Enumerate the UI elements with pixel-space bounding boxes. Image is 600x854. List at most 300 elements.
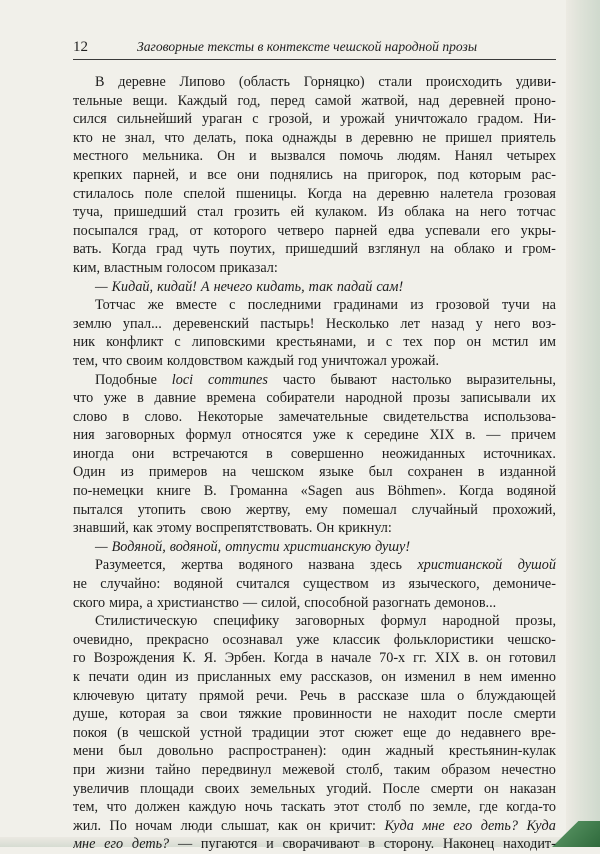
word: ураган bbox=[202, 111, 243, 128]
word: народной bbox=[442, 613, 500, 630]
word: примеров bbox=[148, 464, 208, 481]
word: взглянул bbox=[368, 241, 421, 258]
word: тотчас bbox=[517, 204, 556, 221]
word: из bbox=[382, 576, 396, 593]
word: крестьянин-кулак bbox=[448, 743, 556, 760]
word: источниках. bbox=[483, 445, 556, 462]
word: ему bbox=[305, 501, 328, 518]
word: встречаются bbox=[172, 445, 248, 462]
text-line bbox=[73, 519, 556, 538]
word: в bbox=[368, 836, 375, 853]
text-line bbox=[73, 575, 556, 594]
word: — bbox=[486, 427, 501, 444]
word: один bbox=[341, 743, 371, 760]
word: своих bbox=[204, 780, 240, 797]
word: местного bbox=[73, 148, 129, 165]
word: вать. bbox=[73, 241, 102, 258]
word: Я. bbox=[203, 650, 217, 667]
text-line bbox=[73, 296, 556, 315]
word: Из bbox=[377, 204, 394, 221]
word: кричит: bbox=[329, 817, 376, 834]
word: уничтожал bbox=[321, 352, 387, 369]
text-line bbox=[73, 649, 556, 668]
word: деревню bbox=[377, 185, 430, 202]
word: уже bbox=[312, 427, 336, 444]
word: один bbox=[137, 669, 167, 685]
word: тайно bbox=[155, 761, 191, 778]
word: к bbox=[346, 427, 354, 444]
word: с bbox=[252, 111, 259, 128]
word: записывали bbox=[460, 390, 531, 407]
word: где bbox=[479, 799, 498, 816]
word: мстил bbox=[492, 334, 529, 351]
word: нечего bbox=[213, 278, 253, 295]
word: неожиданных bbox=[381, 445, 466, 462]
word: вре- bbox=[531, 724, 556, 741]
word: водяной bbox=[506, 483, 556, 500]
word: aus bbox=[355, 483, 375, 500]
word: свои bbox=[199, 706, 228, 723]
word: этому bbox=[156, 520, 192, 537]
word: деть? bbox=[131, 836, 170, 853]
word: Горняцко) bbox=[303, 74, 365, 90]
word: А bbox=[200, 278, 210, 295]
word: Когда bbox=[111, 241, 147, 258]
word: они bbox=[237, 166, 260, 183]
word: знавший, bbox=[73, 520, 129, 537]
word: каждую bbox=[188, 799, 237, 816]
word: Речь bbox=[299, 687, 327, 704]
word: Куда bbox=[526, 817, 556, 834]
word: в bbox=[345, 129, 353, 146]
word: пшеницы. bbox=[236, 185, 297, 202]
word: люди bbox=[180, 817, 213, 834]
word: сильнейший bbox=[116, 111, 192, 128]
word: с bbox=[174, 334, 181, 351]
word: использова- bbox=[483, 408, 556, 425]
word: блуждающей bbox=[476, 687, 556, 704]
word: водяного bbox=[238, 557, 293, 574]
word: утопить bbox=[137, 501, 186, 518]
word: поднялись bbox=[269, 166, 333, 183]
word: него bbox=[479, 204, 507, 221]
word: под bbox=[437, 166, 459, 183]
green-corner-tab bbox=[552, 821, 600, 847]
word: христианскую bbox=[283, 538, 372, 555]
word: именно bbox=[510, 669, 556, 685]
text-line bbox=[73, 631, 556, 650]
word: чешско- bbox=[507, 631, 556, 648]
word: проно- bbox=[514, 92, 556, 109]
word: вызвался bbox=[270, 148, 326, 165]
word: угодий. bbox=[326, 780, 372, 797]
word: увеличив bbox=[73, 780, 130, 797]
word: формул bbox=[185, 427, 232, 444]
word: так bbox=[308, 278, 333, 295]
page-header bbox=[73, 37, 556, 59]
word: сился bbox=[73, 111, 107, 128]
word: тех bbox=[403, 334, 423, 351]
text-line bbox=[73, 501, 556, 520]
word: грозой, bbox=[268, 111, 313, 128]
running-title: Заговорные тексты в контексте чешской народной прозы bbox=[137, 39, 478, 54]
word: от bbox=[189, 222, 203, 239]
word: душу! bbox=[375, 538, 411, 555]
word: communes bbox=[207, 371, 268, 388]
word: по bbox=[409, 799, 425, 816]
word: еще bbox=[402, 724, 427, 741]
word: Когда bbox=[273, 650, 309, 667]
word: однажды bbox=[282, 129, 337, 146]
word: Кидай, bbox=[111, 278, 154, 295]
word: своим bbox=[126, 352, 163, 369]
word: укры- bbox=[520, 222, 556, 239]
word: на bbox=[352, 185, 367, 202]
text-line bbox=[73, 724, 556, 743]
text-line bbox=[73, 389, 556, 408]
word: распространен): bbox=[228, 743, 327, 760]
word: мельника. bbox=[142, 148, 204, 165]
word: по-немецки bbox=[73, 483, 144, 500]
word: воз- bbox=[531, 315, 556, 332]
word: до bbox=[436, 724, 451, 741]
word: пытался bbox=[73, 501, 123, 518]
text-line bbox=[73, 147, 556, 166]
word: бывают bbox=[330, 371, 377, 388]
word: на bbox=[343, 166, 358, 183]
word: настолько bbox=[391, 371, 452, 388]
word: четверо bbox=[277, 222, 324, 239]
word: Тотчас bbox=[95, 297, 136, 314]
text-line bbox=[73, 482, 556, 501]
word: книге bbox=[156, 483, 191, 500]
header-rule bbox=[73, 59, 556, 60]
word: пастырь! bbox=[260, 315, 315, 332]
word: деревню bbox=[361, 129, 414, 146]
word: с bbox=[385, 334, 393, 351]
word: градом. bbox=[477, 111, 524, 128]
word: после bbox=[467, 706, 503, 723]
word: сюжет bbox=[354, 724, 393, 741]
word: недавнего bbox=[460, 724, 522, 741]
word: демониче- bbox=[492, 576, 556, 593]
word: же bbox=[147, 297, 164, 314]
word: колдовством bbox=[166, 352, 243, 369]
word: слово. bbox=[144, 408, 183, 425]
word: Некоторые bbox=[197, 408, 264, 425]
text-line bbox=[73, 203, 556, 222]
word: воспрепятствовать. bbox=[195, 520, 313, 537]
word: сторону. bbox=[383, 836, 435, 853]
word: и bbox=[322, 111, 331, 128]
word: тяжкие bbox=[238, 706, 282, 723]
word: поле bbox=[144, 185, 173, 202]
word: делать, bbox=[193, 129, 237, 146]
word: градинами bbox=[333, 297, 398, 314]
word: ник bbox=[73, 334, 96, 351]
word: и bbox=[266, 836, 274, 853]
text-line bbox=[73, 761, 556, 780]
word: облака bbox=[404, 204, 445, 221]
word-gap bbox=[403, 278, 407, 297]
word: Возрождения bbox=[93, 650, 175, 667]
word: душой bbox=[517, 557, 556, 574]
text-line bbox=[73, 594, 556, 613]
text-line bbox=[73, 408, 556, 427]
word: в bbox=[477, 464, 485, 481]
word: спелой bbox=[183, 185, 226, 202]
word: кидай! bbox=[157, 278, 197, 295]
word: парней bbox=[334, 222, 378, 239]
word: Эрбен. bbox=[224, 650, 266, 667]
word: — bbox=[177, 836, 193, 853]
word: которого bbox=[213, 222, 267, 239]
word: тем, bbox=[73, 352, 99, 369]
word: После bbox=[382, 780, 420, 797]
word: должен bbox=[135, 799, 180, 816]
word: смерти bbox=[430, 780, 474, 797]
word: при bbox=[73, 761, 96, 778]
word: — bbox=[242, 594, 258, 611]
word: времена bbox=[206, 390, 256, 407]
word: пор bbox=[433, 334, 456, 351]
word: парней, bbox=[132, 166, 179, 183]
word: последними bbox=[247, 297, 322, 314]
word: приказал: bbox=[219, 259, 278, 276]
word: рассказе bbox=[357, 687, 409, 704]
word: свидетельства bbox=[383, 408, 469, 425]
word: их bbox=[541, 390, 556, 407]
word: был bbox=[118, 743, 143, 760]
word: жертва bbox=[181, 557, 224, 574]
word: помочь bbox=[339, 148, 384, 165]
word: крепких bbox=[73, 166, 123, 183]
text-line bbox=[73, 463, 556, 482]
word: языческого, bbox=[408, 576, 480, 593]
word: в bbox=[122, 408, 130, 425]
word: ким, bbox=[73, 259, 101, 276]
word: о bbox=[457, 687, 465, 704]
word: что bbox=[164, 129, 185, 146]
word: жатвой, bbox=[361, 92, 409, 109]
word: мира, bbox=[109, 594, 143, 611]
word: в bbox=[265, 445, 273, 462]
word: случайный bbox=[411, 501, 478, 518]
word: удиви- bbox=[515, 74, 556, 90]
text-line bbox=[73, 445, 556, 464]
word: здесь bbox=[369, 557, 402, 574]
word: иногда bbox=[73, 445, 114, 462]
word: По bbox=[109, 817, 127, 834]
word: пригорок, bbox=[367, 166, 428, 183]
word: ночам bbox=[135, 817, 173, 834]
word: в bbox=[137, 390, 144, 407]
word: кто bbox=[73, 129, 93, 146]
text-line bbox=[73, 705, 556, 724]
word: считался bbox=[236, 576, 290, 593]
word: земле, bbox=[432, 799, 471, 816]
word: крестьянами, bbox=[276, 334, 357, 351]
word: гром- bbox=[522, 241, 556, 258]
word: сохранен bbox=[407, 464, 463, 481]
word: на bbox=[430, 241, 445, 258]
word: традиции bbox=[251, 724, 310, 741]
word: жил. bbox=[73, 817, 102, 834]
word: конфликт bbox=[106, 334, 164, 351]
word-gap bbox=[392, 519, 396, 538]
word: готовил bbox=[508, 650, 556, 667]
word: и bbox=[504, 241, 513, 258]
word: цитату bbox=[146, 687, 188, 704]
text-line bbox=[73, 538, 556, 557]
word: уже bbox=[103, 390, 127, 407]
word: нечестно bbox=[501, 761, 556, 778]
word: Липово bbox=[179, 74, 226, 90]
word: жадный bbox=[385, 743, 434, 760]
word: Водяной, bbox=[111, 538, 166, 555]
word: уничтожало bbox=[394, 111, 468, 128]
word: сам! bbox=[376, 278, 404, 295]
word: прохожий, bbox=[492, 501, 556, 518]
word: знал, bbox=[124, 129, 156, 146]
text-line bbox=[73, 426, 556, 445]
word: нем bbox=[479, 669, 503, 685]
word: столб bbox=[367, 799, 402, 816]
word: Ни- bbox=[533, 111, 556, 128]
word: что bbox=[106, 799, 127, 816]
word: происходить bbox=[425, 74, 503, 90]
word: как bbox=[132, 520, 153, 537]
word: на bbox=[455, 204, 470, 221]
word: речи. bbox=[256, 687, 288, 704]
word: — bbox=[95, 538, 108, 555]
text-line bbox=[73, 780, 556, 799]
word: силой, bbox=[261, 594, 301, 611]
word: лет bbox=[400, 315, 420, 332]
word: а bbox=[146, 594, 153, 611]
word: В bbox=[95, 74, 105, 90]
word: мени bbox=[73, 743, 104, 760]
word: отпусти bbox=[225, 538, 280, 555]
word: в bbox=[463, 669, 471, 685]
word: чешском bbox=[251, 464, 305, 481]
word: кулаком. bbox=[315, 204, 368, 221]
word: его bbox=[453, 817, 473, 834]
word: ночь bbox=[244, 799, 273, 816]
word: пришедший bbox=[113, 204, 187, 221]
text-line bbox=[73, 222, 556, 241]
word: христианство bbox=[156, 594, 239, 611]
word: наказан bbox=[509, 780, 556, 797]
word: успевали bbox=[425, 222, 481, 239]
word: Когда bbox=[307, 185, 342, 202]
word: изменил bbox=[404, 669, 456, 685]
word: у bbox=[475, 315, 483, 332]
word: провинности bbox=[293, 706, 372, 723]
word: рас- bbox=[531, 166, 556, 183]
text-line bbox=[73, 687, 556, 706]
word: образом bbox=[441, 761, 491, 778]
word: (область bbox=[238, 74, 290, 90]
word: чешской bbox=[138, 724, 191, 741]
word: деревне bbox=[118, 74, 166, 90]
text-line bbox=[73, 742, 556, 761]
word: град bbox=[156, 241, 183, 258]
word: относятся bbox=[242, 427, 303, 444]
word: которая bbox=[119, 706, 166, 723]
word: очевидно, bbox=[73, 631, 133, 648]
word: не bbox=[101, 129, 116, 146]
word: пришедший bbox=[285, 241, 358, 258]
text-line bbox=[73, 352, 556, 371]
word: землю bbox=[73, 315, 112, 332]
text-line bbox=[73, 240, 556, 259]
text-line bbox=[73, 278, 556, 297]
word: людям. bbox=[397, 148, 441, 165]
word-gap bbox=[439, 352, 443, 371]
word: из bbox=[120, 464, 134, 481]
word: деревней bbox=[449, 92, 505, 109]
word: урожай bbox=[340, 111, 385, 128]
word: чуть bbox=[192, 241, 220, 258]
word: прозы bbox=[412, 390, 450, 407]
word: прозы, bbox=[515, 613, 556, 630]
word: не bbox=[422, 129, 437, 146]
word: что bbox=[102, 352, 123, 369]
word: давние bbox=[154, 390, 197, 407]
word: за bbox=[176, 706, 189, 723]
word: год, bbox=[237, 92, 261, 109]
text-line bbox=[73, 371, 556, 390]
word: замечательные bbox=[278, 408, 368, 425]
word: выразительны, bbox=[466, 371, 556, 388]
word: покоя bbox=[73, 724, 108, 741]
text-line bbox=[73, 333, 556, 352]
text-line bbox=[73, 556, 556, 575]
word: присланных bbox=[197, 669, 272, 685]
word: печати bbox=[88, 669, 129, 685]
word-gap bbox=[278, 259, 282, 278]
word: специфику bbox=[213, 613, 280, 630]
word: голосом bbox=[166, 259, 216, 276]
text-line bbox=[73, 185, 556, 204]
word: приятель bbox=[501, 129, 556, 146]
word: этот bbox=[333, 799, 360, 816]
word: на bbox=[222, 464, 237, 481]
word: (в bbox=[117, 724, 129, 741]
word: заговорных bbox=[295, 613, 365, 630]
word: мне bbox=[422, 817, 445, 834]
word: способной bbox=[304, 594, 369, 611]
word: слово bbox=[73, 408, 108, 425]
word: в bbox=[338, 687, 346, 704]
word: жертву, bbox=[246, 501, 291, 518]
word: мне bbox=[73, 836, 96, 853]
word: таскать bbox=[281, 799, 326, 816]
word: когда-то bbox=[506, 799, 556, 816]
word: ей bbox=[290, 204, 305, 221]
word: пока bbox=[245, 129, 274, 146]
word: народной bbox=[345, 390, 403, 407]
word: посыпался bbox=[73, 222, 138, 239]
word: помешал bbox=[342, 501, 397, 518]
word: пугаются bbox=[200, 836, 258, 853]
word: Нанял bbox=[454, 148, 493, 165]
word: го bbox=[73, 650, 86, 667]
word: уже bbox=[296, 631, 320, 648]
word: его bbox=[490, 222, 510, 239]
word: поутих, bbox=[229, 241, 276, 258]
